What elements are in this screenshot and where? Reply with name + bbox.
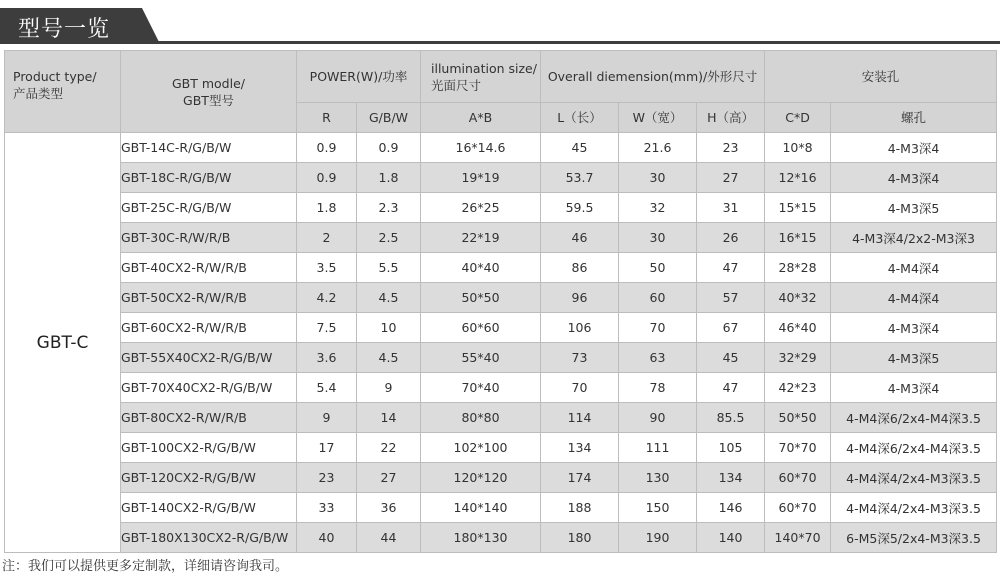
height-cell: 47: [697, 253, 765, 283]
screw-hole-cell: 4-M4深4: [831, 283, 997, 313]
power-r-cell: 17: [297, 433, 357, 463]
header-model-en: GBT modle/: [171, 75, 245, 91]
screw-hole-cell: 4-M3深4: [831, 133, 997, 163]
hole-spacing-cell: 40*32: [765, 283, 831, 313]
length-cell: 188: [541, 493, 619, 523]
model-cell: GBT-50CX2-R/W/R/B: [121, 283, 297, 313]
power-r-cell: 33: [297, 493, 357, 523]
hole-spacing-cell: 28*28: [765, 253, 831, 283]
height-cell: 27: [697, 163, 765, 193]
model-cell: GBT-80CX2-R/W/R/B: [121, 403, 297, 433]
page-title: 型号一览: [18, 17, 111, 42]
power-gbw-cell: 27: [357, 463, 421, 493]
hole-spacing-cell: 16*15: [765, 223, 831, 253]
height-cell: 140: [697, 523, 765, 553]
height-cell: 26: [697, 223, 765, 253]
height-cell: 105: [697, 433, 765, 463]
power-r-cell: 9: [297, 403, 357, 433]
power-gbw-cell: 44: [357, 523, 421, 553]
height-cell: 45: [697, 343, 765, 373]
header-model: [121, 51, 297, 133]
hole-spacing-cell: 70*70: [765, 433, 831, 463]
table-body: [5, 133, 997, 553]
model-cell: GBT-140CX2-R/G/B/W: [121, 493, 297, 523]
screw-hole-cell: 4-M4深6/2x4-M4深3.5: [831, 403, 997, 433]
illumination-size-cell: 80*80: [421, 403, 541, 433]
model-cell: GBT-40CX2-R/W/R/B: [121, 253, 297, 283]
screw-hole-cell: 4-M3深4: [831, 163, 997, 193]
hole-spacing-cell: 10*8: [765, 133, 831, 163]
header-r: R: [297, 103, 357, 133]
illumination-size-cell: 16*14.6: [421, 133, 541, 163]
footnote: 注：我们可以提供更多定制款，详细请咨询我司。: [2, 559, 289, 574]
length-cell: 106: [541, 313, 619, 343]
table-row: [5, 253, 997, 283]
width-cell: 30: [619, 163, 697, 193]
illumination-size-cell: 180*130: [421, 523, 541, 553]
screw-hole-cell: 4-M4深6/2x4-M4深3.5: [831, 433, 997, 463]
width-cell: 150: [619, 493, 697, 523]
header-cxd: C*D: [765, 103, 831, 133]
illumination-size-cell: 55*40: [421, 343, 541, 373]
width-cell: 90: [619, 403, 697, 433]
screw-hole-cell: 6-M5深5/2x4-M3深3.5: [831, 523, 997, 553]
hole-spacing-cell: 140*70: [765, 523, 831, 553]
power-gbw-cell: 36: [357, 493, 421, 523]
header-w: W（宽）: [619, 103, 697, 133]
screw-hole-cell: 4-M4深4/2x4-M3深3.5: [831, 493, 997, 523]
width-cell: 63: [619, 343, 697, 373]
illumination-size-cell: 140*140: [421, 493, 541, 523]
model-cell: GBT-70X40CX2-R/G/B/W: [121, 373, 297, 403]
title-bar: [0, 0, 1000, 44]
hole-spacing-cell: 32*29: [765, 343, 831, 373]
screw-hole-cell: 4-M4深4: [831, 253, 997, 283]
table-row: [5, 403, 997, 433]
power-gbw-cell: 2.5: [357, 223, 421, 253]
header-screw: 螺孔: [831, 103, 997, 133]
model-table: [4, 50, 997, 553]
hole-spacing-cell: 60*70: [765, 463, 831, 493]
header-gbw: G/B/W: [357, 103, 421, 133]
illumination-size-cell: 102*100: [421, 433, 541, 463]
screw-hole-cell: 4-M4深4/2x4-M3深3.5: [831, 463, 997, 493]
length-cell: 53.7: [541, 163, 619, 193]
model-cell: GBT-60CX2-R/W/R/B: [121, 313, 297, 343]
power-r-cell: 3.5: [297, 253, 357, 283]
model-cell: GBT-14C-R/G/B/W: [121, 133, 297, 163]
height-cell: 134: [697, 463, 765, 493]
table-row: [5, 373, 997, 403]
table-row: [5, 463, 997, 493]
length-cell: 174: [541, 463, 619, 493]
power-gbw-cell: 10: [357, 313, 421, 343]
height-cell: 146: [697, 493, 765, 523]
table-row: [5, 523, 997, 553]
table-row: [5, 493, 997, 523]
length-cell: 180: [541, 523, 619, 553]
header-h: H（高）: [697, 103, 765, 133]
header-product-type-en: Product type/: [13, 69, 97, 84]
header-row-main: [5, 51, 997, 103]
hole-spacing-cell: 12*16: [765, 163, 831, 193]
header-mounting: 安装孔: [765, 51, 997, 103]
height-cell: 67: [697, 313, 765, 343]
power-gbw-cell: 5.5: [357, 253, 421, 283]
series-cell: GBT-C: [5, 133, 121, 553]
width-cell: 190: [619, 523, 697, 553]
model-cell: GBT-180X130CX2-R/G/B/W: [121, 523, 297, 553]
table-row: [5, 283, 997, 313]
table-row: [5, 133, 997, 163]
power-r-cell: 3.6: [297, 343, 357, 373]
length-cell: 134: [541, 433, 619, 463]
header-illumination: [421, 51, 541, 103]
width-cell: 32: [619, 193, 697, 223]
illumination-size-cell: 19*19: [421, 163, 541, 193]
model-cell: GBT-25C-R/G/B/W: [121, 193, 297, 223]
power-gbw-cell: 4.5: [357, 343, 421, 373]
illumination-size-cell: 60*60: [421, 313, 541, 343]
header-power: POWER(W)/功率: [297, 51, 421, 103]
header-axb: A*B: [421, 103, 541, 133]
power-r-cell: 23: [297, 463, 357, 493]
length-cell: 70: [541, 373, 619, 403]
power-gbw-cell: 9: [357, 373, 421, 403]
height-cell: 23: [697, 133, 765, 163]
power-gbw-cell: 14: [357, 403, 421, 433]
width-cell: 78: [619, 373, 697, 403]
power-r-cell: 2: [297, 223, 357, 253]
title-underline: [0, 41, 1000, 44]
width-cell: 70: [619, 313, 697, 343]
power-gbw-cell: 22: [357, 433, 421, 463]
screw-hole-cell: 4-M3深5: [831, 343, 997, 373]
power-gbw-cell: 4.5: [357, 283, 421, 313]
header-model-cn: GBT型号: [183, 92, 234, 108]
model-cell: GBT-30C-R/W/R/B: [121, 223, 297, 253]
height-cell: 85.5: [697, 403, 765, 433]
illumination-size-cell: 40*40: [421, 253, 541, 283]
width-cell: 130: [619, 463, 697, 493]
power-r-cell: 0.9: [297, 163, 357, 193]
power-r-cell: 0.9: [297, 133, 357, 163]
model-cell: GBT-55X40CX2-R/G/B/W: [121, 343, 297, 373]
illumination-size-cell: 70*40: [421, 373, 541, 403]
model-cell: GBT-120CX2-R/G/B/W: [121, 463, 297, 493]
illumination-size-cell: 50*50: [421, 283, 541, 313]
length-cell: 86: [541, 253, 619, 283]
length-cell: 96: [541, 283, 619, 313]
power-r-cell: 40: [297, 523, 357, 553]
width-cell: 50: [619, 253, 697, 283]
height-cell: 47: [697, 373, 765, 403]
hole-spacing-cell: 60*70: [765, 493, 831, 523]
power-gbw-cell: 1.8: [357, 163, 421, 193]
length-cell: 45: [541, 133, 619, 163]
width-cell: 30: [619, 223, 697, 253]
header-overall: Overall diemension(mm)/外形尺寸: [541, 51, 765, 103]
screw-hole-cell: 4-M3深4/2x2-M3深3: [831, 223, 997, 253]
table-row: [5, 223, 997, 253]
power-gbw-cell: 0.9: [357, 133, 421, 163]
table-row: [5, 313, 997, 343]
hole-spacing-cell: 15*15: [765, 193, 831, 223]
header-product-type: [5, 51, 121, 133]
hole-spacing-cell: 42*23: [765, 373, 831, 403]
table-row: [5, 433, 997, 463]
hole-spacing-cell: 46*40: [765, 313, 831, 343]
header-product-type-cn: 产品类型: [13, 86, 64, 101]
screw-hole-cell: 4-M3深4: [831, 373, 997, 403]
width-cell: 111: [619, 433, 697, 463]
model-cell: GBT-18C-R/G/B/W: [121, 163, 297, 193]
illumination-size-cell: 26*25: [421, 193, 541, 223]
header-illumination-en: illumination size/: [431, 60, 537, 76]
power-r-cell: 1.8: [297, 193, 357, 223]
table-row: [5, 193, 997, 223]
model-cell: GBT-100CX2-R/G/B/W: [121, 433, 297, 463]
length-cell: 46: [541, 223, 619, 253]
screw-hole-cell: 4-M3深5: [831, 193, 997, 223]
width-cell: 60: [619, 283, 697, 313]
length-cell: 114: [541, 403, 619, 433]
power-gbw-cell: 2.3: [357, 193, 421, 223]
header-illumination-cn: 光面尺寸: [431, 77, 482, 93]
hole-spacing-cell: 50*50: [765, 403, 831, 433]
power-r-cell: 4.2: [297, 283, 357, 313]
power-r-cell: 7.5: [297, 313, 357, 343]
width-cell: 21.6: [619, 133, 697, 163]
table-row: [5, 343, 997, 373]
length-cell: 73: [541, 343, 619, 373]
height-cell: 57: [697, 283, 765, 313]
illumination-size-cell: 22*19: [421, 223, 541, 253]
height-cell: 31: [697, 193, 765, 223]
length-cell: 59.5: [541, 193, 619, 223]
power-r-cell: 5.4: [297, 373, 357, 403]
illumination-size-cell: 120*120: [421, 463, 541, 493]
header-l: L（长）: [541, 103, 619, 133]
screw-hole-cell: 4-M3深4: [831, 313, 997, 343]
table-row: [5, 163, 997, 193]
